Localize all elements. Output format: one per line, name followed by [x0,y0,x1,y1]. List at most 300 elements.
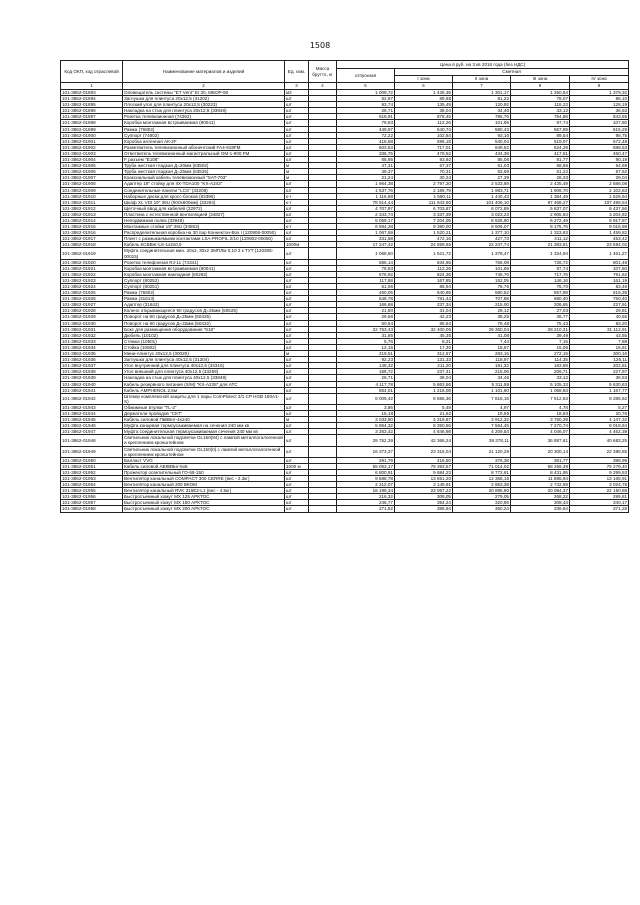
cell-zone-3-price: 557,98 [511,290,570,296]
cell-unit: шт [285,230,309,236]
cell-zone-2-price: 8 506,07 [453,224,511,230]
cell-zone-1-price: 3 149,91 [395,482,453,488]
cell-release-price: 3 263,42 [337,429,395,435]
cell-zone-1-price: 38,04 [395,375,453,381]
cell-name: Коробка монтажная встраиваемая (80041) [123,265,285,271]
cell-zone-4-price: 128,19 [570,102,629,108]
cell-zone-1-price: 386,64 [395,506,453,512]
cell-unit: шт [285,357,309,363]
cell-zone-3-price: 36,77 [511,314,570,320]
cell-zone-4-price: 6 917,87 [570,217,629,223]
cell-zone-2-price: 1 983,71 [453,187,511,193]
cell-name: Рамка (76802) [123,290,285,296]
cell-zone-4-price: 2 102,63 [570,187,629,193]
cell-zone-1-price: 1 436,35 [395,90,453,96]
cell-unit: шт [285,144,309,150]
cell-release-price: 21,80 [337,308,395,314]
cell-unit: шт [285,494,309,500]
cell-zone-2-price: 29 350,04 [453,326,511,332]
cell-name: Стойка (10602) [123,344,285,350]
column-number: 1 [61,83,123,90]
column-number: 5 [337,83,395,90]
cell-zone-1-price: 93,92 [395,157,453,163]
cell-zone-1-price: 6 703,87 [395,205,453,211]
cell-unit: шт [285,126,309,132]
cell-zone-2-price: 120,92 [453,102,511,108]
cell-zone-3-price: 1 384,49 [511,193,570,199]
cell-zone-1-price: 9 390,00 [395,224,453,230]
cell-release-price: 65,95 [337,157,395,163]
cell-zone-2-price: 1 101,60 [453,387,511,393]
cell-zone-2-price: 540,04 [453,138,511,144]
cell-release-price: 3 033,90 [337,417,395,423]
cell-zone-3-price: 8 175,76 [511,224,570,230]
cell-code: 101-3862-01946 [61,423,123,429]
cell-unit: шт [285,446,309,457]
cell-zone-1-price: 17,30 [395,344,453,350]
cell-zone-3-price: 680,40 [511,296,570,302]
cell-code: 101-3862-01936 [61,357,123,363]
cell-name: Монтажные стойки 19" 39U (34553) [123,224,285,230]
cell-name: Муфта соединительная термоусаживаемая сечения 240 мм кв [123,429,285,435]
cell-zone-1-price: 237,41 [395,369,453,375]
cell-unit: шт [285,284,309,290]
cell-zone-1-price: 8,21 [395,338,453,344]
cell-code: 101-3862-01897 [61,114,123,120]
cell-zone-2-price: 15,67 [453,344,511,350]
cell-zone-1-price: 1 521,72 [395,248,453,259]
cell-zone-2-price: 2 533,89 [453,181,511,187]
cell-release-price: 450,05 [337,290,395,296]
cell-zone-3-price: 33,12 [511,375,570,381]
cell-zone-3-price: 97 468,27 [511,199,570,205]
cell-zone-3-price: 7,15 [511,338,570,344]
cell-unit: шт [285,217,309,223]
cell-name: Розетка телевизионная (74362) [123,114,285,120]
cell-unit: шт [285,277,309,283]
cell-code: 101-3862-01919 [61,248,123,259]
cell-name: Кабель силовой АВКВВнг-5х6 [123,463,285,469]
column-number: 6 [395,83,453,90]
cell-name: Вентилятор канальный 200 ВКОМ [123,482,285,488]
cell-name: Быстросъемный хомут МХ 125 АРКТОС [123,494,285,500]
cell-release-price: 4 117,78 [337,381,395,387]
cell-release-price: 52,97 [337,96,395,102]
cell-release-price: 9 588,78 [337,476,395,482]
cell-code: 101-3862-01935 [61,351,123,357]
cell-zone-2-price: 20 895,80 [453,488,511,494]
cell-release-price: 1 964,38 [337,181,395,187]
cell-unit: шт [285,482,309,488]
cell-code: 101-3862-01922 [61,271,123,277]
cell-zone-2-price: 215,00 [453,302,511,308]
cell-zone-4-price: 8 285,62 [570,393,629,404]
cell-zone-3-price: 764,86 [511,114,570,120]
cell-unit: шт [285,205,309,211]
cell-name: Угол внутренний для плинтуса 40х12,5 (33315) [123,363,285,369]
cell-code: 101-3862-01903 [61,150,123,156]
cell-name: Угол внешний для плинтуса 40х12,5 (33259) [123,369,285,375]
cell-unit: шт [285,476,309,482]
cell-zone-3-price: 78,07 [511,96,570,102]
cell-unit: шт [285,423,309,429]
cell-zone-1-price: 717,01 [395,144,453,150]
cell-zone-2-price: 746,76 [453,271,511,277]
cell-code: 101-3862-01956 [61,494,123,500]
cell-zone-1-price: 1 520,21 [395,230,453,236]
cell-zone-1-price: 78 393,57 [395,463,453,469]
header-estimate: Сметная [395,69,629,76]
cell-code: 101-3862-01938 [61,369,123,375]
cell-name: Неподвижная полка (32949) [123,217,285,223]
cell-mass [309,248,337,259]
cell-release-price: 79,83 [337,120,395,126]
cell-zone-2-price: 191,32 [453,363,511,369]
cell-unit: шт [285,381,309,387]
cell-zone-3-price: 336,64 [511,506,570,512]
cell-unit: шт [285,138,309,144]
cell-name: Рамка (31613) [123,296,285,302]
cell-code: 101-3862-01954 [61,482,123,488]
cell-unit: м [285,169,309,175]
cell-zone-2-price: 215,06 [453,369,511,375]
cell-mass [309,446,337,457]
cell-zone-1-price: 5,49 [395,404,453,410]
table-row [61,248,629,259]
cell-zone-1-price: 596,18 [395,138,453,144]
cell-zone-4-price: 300,16 [570,351,629,357]
cell-unit: шт [285,150,309,156]
cell-unit: шт [285,132,309,138]
cell-unit: шт [285,332,309,338]
cell-zone-4-price: 398,99 [570,457,629,463]
cell-release-price: 1 067,59 [337,230,395,236]
cell-unit: шт [285,469,309,475]
cell-zone-3-price: 2 435,49 [511,181,570,187]
cell-name: Балласт VVG [123,457,285,463]
header-name: Наименование материалов и изделий [123,61,285,83]
cell-zone-1-price: 308,05 [395,494,453,500]
cell-zone-4-price: 7,88 [570,338,629,344]
cell-unit: шт [285,114,309,120]
cell-zone-2-price: 6 525,90 [453,217,511,223]
cell-code: 101-3862-01916 [61,230,123,236]
cell-zone-3-price: 58,66 [511,163,570,169]
cell-zone-4-price: 8 018,84 [570,423,629,429]
cell-zone-4-price: 22 388,85 [570,446,629,457]
cell-zone-3-price: 8 431,95 [511,469,570,475]
cell-zone-1-price: 135,49 [395,102,453,108]
cell-zone-1-price: 23 067,22 [395,488,453,494]
cell-release-price: 148,32 [337,363,395,369]
cell-zone-3-price: 28 210,31 [511,326,570,332]
cell-zone-3-price: 726,72 [511,259,570,265]
cell-name: Колено открывающееся 90 градусов Д=25мм (50525) [123,308,285,314]
cell-unit: шт [285,457,309,463]
cell-code: 101-3862-01948 [61,435,123,446]
cell-zone-2-price: 707,88 [453,296,511,302]
cell-release-price: 2 212,07 [337,482,395,488]
cell-name: Суппорт (80251) [123,284,285,290]
cell-zone-4-price: 6 437,56 [570,205,629,211]
cell-zone-1-price: 2 189,79 [395,187,453,193]
cell-code: 101-3862-01951 [61,463,123,469]
cell-release-price: 5,76 [337,338,395,344]
cell-release-price: 78,83 [337,265,395,271]
cell-name: Щеточный ввод для кабелей (32972) [123,205,285,211]
cell-code: 101-3862-01941 [61,387,123,393]
cell-release-price: 26,71 [337,375,395,381]
cell-release-price: 16 373,37 [337,446,395,457]
cell-name: Кабель силовой ПвВВнг-4х240 [123,417,285,423]
cell-zone-3-price: 1 250,64 [511,90,570,96]
cell-name: Быстросъемный хомут МХ 160 АРКТОС [123,500,285,506]
cell-code: 101-3862-01912 [61,205,123,211]
cell-name: Коробка монтажная встраиваемая (80041) [123,120,285,126]
cell-zone-1-price: 2 797,20 [395,181,453,187]
cell-zone-4-price: 86,10 [570,96,629,102]
cell-zone-4-price: 29,04 [570,175,629,181]
cell-zone-1-price: 102,84 [395,132,453,138]
cell-name: Коаксиальный кабель телевизионный "SAT-703" [123,175,285,181]
cell-release-price: 29 752,39 [337,435,395,446]
cell-name: Кабель AMPHENOL 2,5м [123,387,285,393]
cell-zone-4-price: 126,11 [570,357,629,363]
cell-unit: шт [285,387,309,393]
cell-zone-2-price: 279,05 [453,494,511,500]
cell-zone-2-price: 38 378,11 [453,435,511,446]
cell-code: 101-3862-01923 [61,277,123,283]
cell-code: 101-3862-01931 [61,326,123,332]
cell-name: Муфта концевая термоусаживаемая на сечения 240 мм кв [123,423,285,429]
cell-code: 101-3862-01943 [61,404,123,410]
cell-zone-4-price: 40 683,25 [570,435,629,446]
cell-zone-1-price: 8 556,36 [395,393,453,404]
cell-name: Шкаф XL VDI 19" 39U (600х600мм) (33294) [123,199,285,205]
cell-code: 101-3862-01942 [61,393,123,404]
cell-unit: шт [285,265,309,271]
table-header [61,61,629,90]
cell-release-price: 31,85 [337,332,395,338]
cell-zone-3-price: 1 906,70 [511,187,570,193]
cell-release-price: 246,77 [337,500,395,506]
cell-zone-1-price: 131,33 [395,357,453,363]
cell-release-price: 331,58 [337,236,395,242]
cell-unit: шт [285,181,309,187]
cell-code: 101-3862-01893 [61,90,123,96]
cell-zone-2-price: 81,22 [453,96,511,102]
cell-zone-3-price: 411,12 [511,236,570,242]
cell-name: Быстросъемный хомут МХ 200 АРКТОС [123,506,285,512]
cell-name: Мини-плинтус 40х12,5 (30020) [123,351,285,357]
cell-zone-2-price: 3 023,23 [453,211,511,217]
cell-name: Вентилятор канальный COMPACT 300 CERRE (вес - 2.3кг) [123,476,285,482]
column-number: 8 [511,83,570,90]
cell-zone-1-price: 3 337,39 [395,211,453,217]
cell-code: 101-3862-01915 [61,224,123,230]
cell-zone-2-price: 12 366,15 [453,476,511,482]
cell-zone-4-price: 43,55 [570,332,629,338]
cell-release-price: 586,14 [337,259,395,265]
cell-release-price: 12,15 [337,344,395,350]
cell-unit: шт [285,344,309,350]
cell-zone-4-price: 83,49 [570,284,629,290]
cell-zone-1-price: 42 366,24 [395,435,453,446]
cell-zone-1-price: 834,65 [395,259,453,265]
cell-unit: шт [285,410,309,416]
cell-name: Плоский угол для плинтуса 20х12,5 (30223) [123,102,285,108]
cell-release-price: 6 009,42 [337,393,395,404]
cell-code: 101-3862-01907 [61,175,123,181]
cell-unit: шт [285,488,309,494]
cell-release-price: 219,51 [337,351,395,357]
cell-zone-1-price: 781,44 [395,296,453,302]
cell-zone-2-price: 1 377,10 [453,230,511,236]
cell-release-price: 854,01 [337,387,395,393]
cell-zone-3-price: 33,12 [511,108,570,114]
cell-unit: шт [285,211,309,217]
cell-zone-4-price: 13 108,91 [570,476,629,482]
cell-zone-2-price: 580,52 [453,290,511,296]
cell-name: Распределительная коробка на 30 пар Коннектон-Вох I (120908-00050) [123,230,285,236]
cell-zone-2-price: 376,38 [453,457,511,463]
cell-zone-3-price: 206,71 [511,369,570,375]
cell-unit: шт [285,108,309,114]
cell-code: 101-3862-01909 [61,187,123,193]
cell-zone-4-price: 107,80 [570,120,629,126]
cell-zone-4-price: 9 016,98 [570,224,629,230]
cell-name: Обжимные втулки "TL-2" [123,404,285,410]
cell-name: Коробка монтажная накладная (80282) [123,271,285,277]
cell-name: Накладка на стык для плинтуса 40х12,5 (33848) [123,375,285,381]
cell-name: Адаптер 19" стойку для IIX-TDA100 "KX-A243" [123,181,285,187]
cell-zone-4-price: 801,49 [570,259,629,265]
cell-name: Плинт с размыкаемыми контактами LSA-PROFIL 2/10 (120902-00050) [123,236,285,242]
cell-zone-2-price: 101 406,10 [453,199,511,205]
cell-unit: шт [285,296,309,302]
cell-zone-4-price: 371,28 [570,506,629,512]
cell-name: Разветвитель телевизионный абонентский FA4-818FM [123,144,285,150]
cell-name: Поворот на 90 градусов Д=25мм (50425) [123,314,285,320]
cell-zone-2-price: 19,59 [453,410,511,416]
cell-release-price: 449,97 [337,126,395,132]
column-number: 4 [309,83,337,90]
cell-zone-3-price: 6 272,49 [511,217,570,223]
cell-zone-3-price: 27,03 [511,308,570,314]
cell-zone-2-price: 2 853,39 [453,482,511,488]
cell-zone-1-price: 4 318,87 [395,417,453,423]
cell-zone-3-price: 75,43 [511,320,570,326]
cell-release-price: 21,24 [337,175,395,181]
cell-zone-2-price: 85,08 [453,157,511,163]
cell-code: 101-3862-01952 [61,469,123,475]
cell-zone-1-price: 167,85 [395,277,453,283]
cell-zone-2-price: 649,52 [453,144,511,150]
cell-unit: шт [285,429,309,435]
cell-zone-3-price: 272,15 [511,351,570,357]
cell-unit: 1000 м [285,463,309,469]
cell-zone-4-price: 67,52 [570,169,629,175]
cell-release-price: 2 343,74 [337,211,395,217]
cell-zone-3-price: 519,07 [511,138,570,144]
table-row [61,393,629,404]
cell-zone-3-price: 5 105,33 [511,381,570,387]
price-table [60,60,629,513]
cell-zone-1-price: 112,26 [395,120,453,126]
cell-zone-2-price: 63,69 [453,169,511,175]
cell-release-price: 6 800,91 [337,469,395,475]
cell-zone-4-price: 9 299,53 [570,469,629,475]
cell-code: 101-3862-01911 [61,199,123,205]
cell-zone-1-price: 89,68 [395,96,453,102]
cell-zone-2-price: 22 247,74 [453,242,511,248]
cell-code: 101-3862-01949 [61,446,123,457]
header-mass: Масса брутто, кг [309,61,337,83]
cell-release-price: 78 514,44 [337,199,395,205]
cell-release-price: 336,75 [337,150,395,156]
cell-zone-1-price: 42,23 [395,314,453,320]
cell-zone-3-price: 81,77 [511,157,570,163]
cell-release-price: 16 199,34 [337,488,395,494]
cell-unit: шт [285,500,309,506]
cell-zone-3-price: 61,22 [511,169,570,175]
cell-unit: м [285,417,309,423]
cell-unit: м [285,163,309,169]
cell-zone-3-price: 21 383,81 [511,242,570,248]
cell-zone-2-price: 78,76 [453,284,511,290]
cell-zone-2-price: 8 772,61 [453,469,511,475]
cell-code: 101-3862-01958 [61,506,123,512]
cell-release-price: 15,18 [337,410,395,416]
cell-zone-3-price: 183,89 [511,363,570,369]
cell-code: 101-3862-01957 [61,500,123,506]
cell-unit: шт [285,120,309,126]
cell-zone-1-price: 8 350,56 [395,423,453,429]
cell-zone-3-price: 4,78 [511,404,570,410]
cell-zone-3-price: 206,65 [511,302,570,308]
cell-zone-4-price: 615,39 [570,290,629,296]
cell-unit: шт [285,308,309,314]
cell-code: 101-3862-01898 [61,120,123,126]
cell-zone-1-price: 211,20 [395,363,453,369]
cell-zone-3-price: 89,54 [511,132,570,138]
cell-unit: шт [285,363,309,369]
cell-zone-3-price: 97,74 [511,265,570,271]
cell-zone-3-price: 7 512,63 [511,393,570,404]
cell-name: Светильник локальной подсветки OL150(84) с лампой металлогалогенной и креплением кронштейном [124,435,283,446]
cell-zone-1-price: 86,94 [395,284,453,290]
cell-zone-3-price: 3 760,39 [511,417,570,423]
cell-name: Поворот на 90 градусов Д=32мм (50432) [123,320,285,326]
cell-code: 101-3862-01896 [61,108,123,114]
cell-unit: шт [285,435,309,446]
cell-zone-3-price: 417,51 [511,150,570,156]
cell-code: 101-3862-01928 [61,308,123,314]
cell-zone-2-price: 61,03 [453,163,511,169]
cell-unit: шт [285,187,309,193]
cell-zone-4-price: 453,42 [570,236,629,242]
cell-zone-4-price: 22 150,88 [570,488,629,494]
cell-zone-4-price: 90,19 [570,157,629,163]
cell-zone-1-price: 70,31 [395,169,453,175]
cell-zone-4-price: 36,53 [570,108,629,114]
cell-name: Вентилятор канальный RVK 315E2-L1 (вес - 4.5кг) [123,488,285,494]
cell-unit: шт [285,338,309,344]
column-number: 2 [123,83,285,90]
cell-unit: шт [285,375,309,381]
cell-release-price: 6 594,28 [337,224,395,230]
cell-zone-4-price: 75 279,40 [570,463,629,469]
